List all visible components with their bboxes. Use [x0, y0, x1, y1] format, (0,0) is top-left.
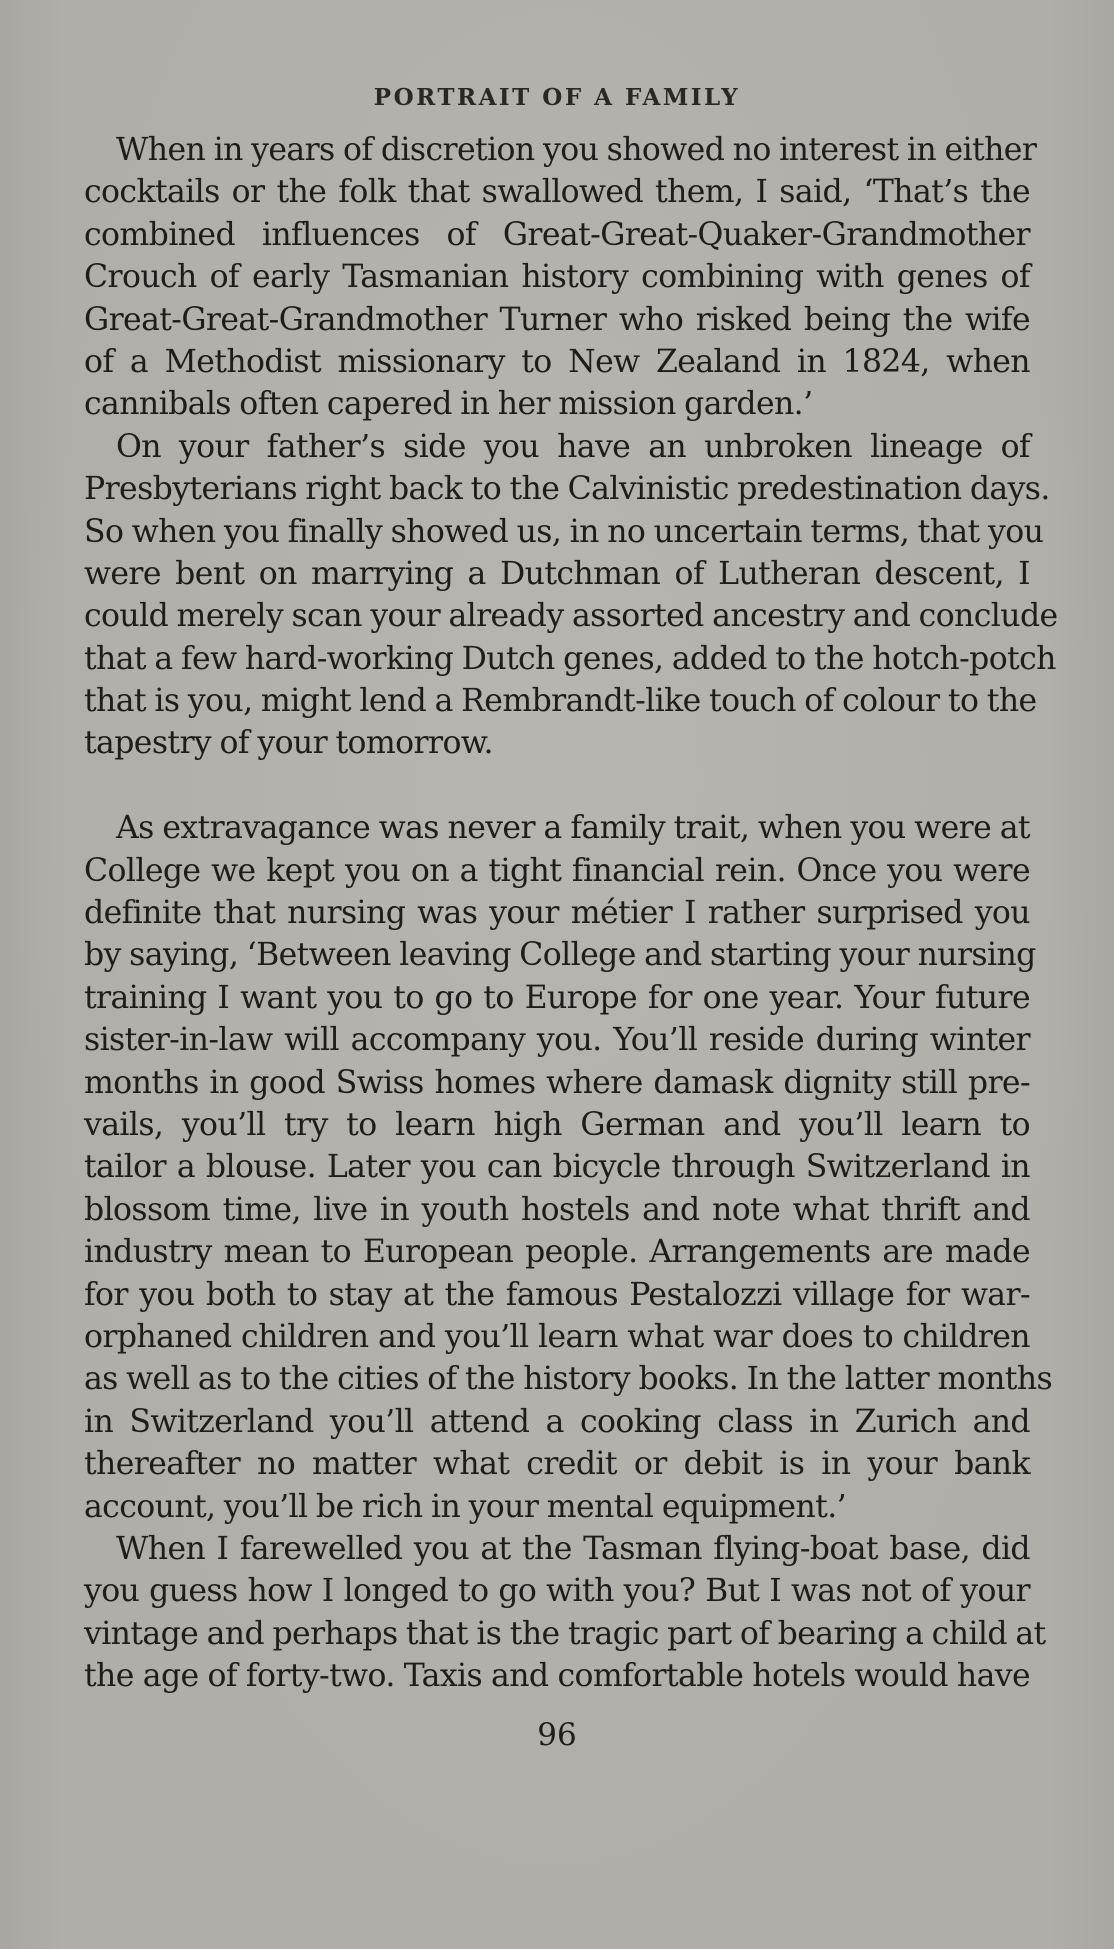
text-line: vintage and perhaps that is the tragic part of bearing a child at: [84, 1615, 1046, 1652]
text-line: by saying, ‘Between leaving College and starting your nursing: [84, 937, 1036, 974]
text-line: as well as to the cities of the history books. In the latter months: [84, 1361, 1053, 1398]
text-line: Great-Great-Grandmother Turner who risked being the wife: [84, 301, 1030, 338]
text-line: blossom time, live in youth hostels and note what thrift and: [84, 1191, 1030, 1228]
text-line: you guess how I longed to go with you? But I was not of your: [84, 1573, 1030, 1610]
text-line: Presbyterians right back to the Calvinistic predestination days.: [84, 471, 1050, 508]
text-line: When in years of discretion you showed no interest in either: [116, 132, 1037, 168]
text-line: cocktails or the folk that swallowed them, I said, ‘That’s the: [84, 174, 1030, 211]
paragraph-break: [84, 765, 1030, 807]
text-line: tailor a blouse. Later you can bicycle through Switzerland in: [84, 1149, 1030, 1186]
text-line: months in good Swiss homes where damask dignity still pre-: [84, 1064, 1030, 1101]
text-line: orphaned children and you’ll learn what war does to children: [84, 1318, 1030, 1355]
text-line: sister-in-law will accompany you. You’ll reside during winter: [84, 1022, 1030, 1059]
paragraph: [84, 426, 1058, 765]
text-line: As extravagance was never a family trait, when you were at: [116, 810, 1030, 847]
text-line: account, you’ll be rich in your mental equipment.’: [84, 1488, 847, 1525]
text-line: that is you, might lend a Rembrandt-like touch of colour to the: [84, 683, 1037, 720]
text-line: industry mean to European people. Arrangements are made: [84, 1234, 1030, 1271]
text-line: College we kept you on a tight financial rein. Once you were: [84, 852, 1030, 889]
text-line: training I want you to go to Europe for one year. Your future: [84, 979, 1030, 1016]
body-text: [84, 129, 1058, 1697]
paragraph: [84, 129, 1037, 426]
text-line: When I farewelled you at the Tasman flying-boat base, did: [116, 1530, 1030, 1567]
text-line: for you both to stay at the famous Pestalozzi village for war-: [84, 1276, 1030, 1313]
text-line: the age of forty-two. Taxis and comfortable hotels would have: [84, 1658, 1030, 1695]
text-line: that a few hard-working Dutch genes, added to the hotch-potch: [84, 640, 1056, 677]
text-line: Crouch of early Tasmanian history combining with genes of: [84, 259, 1030, 296]
text-line: On your father’s side you have an unbroken lineage of: [116, 428, 1030, 465]
paragraph: [84, 807, 1053, 1528]
paragraph: [84, 1528, 1046, 1698]
text-line: cannibals often capered in her mission garden.’: [84, 386, 813, 423]
page-number: 96: [537, 1717, 577, 1753]
text-line: thereafter no matter what credit or debit is in your bank: [84, 1446, 1030, 1483]
text-line: vails, you’ll try to learn high German and you’ll learn to: [84, 1106, 1030, 1143]
running-head: PORTRAIT OF A FAMILY: [373, 84, 741, 111]
text-line: were bent on marrying a Dutchman of Lutheran descent, I: [84, 555, 1030, 592]
text-line: tapestry of your tomorrow.: [84, 725, 493, 762]
text-line: definite that nursing was your métier I rather surprised you: [84, 895, 1030, 932]
text-line: in Switzerland you’ll attend a cooking class in Zurich and: [84, 1403, 1030, 1440]
text-line: combined influences of Great-Great-Quaker-Grandmother: [84, 216, 1030, 253]
text-line: So when you finally showed us, in no uncertain terms, that you: [84, 513, 1044, 550]
text-line: of a Methodist missionary to New Zealand in 1824, when: [84, 343, 1030, 380]
text-line: could merely scan your already assorted ancestry and conclude: [84, 598, 1058, 635]
